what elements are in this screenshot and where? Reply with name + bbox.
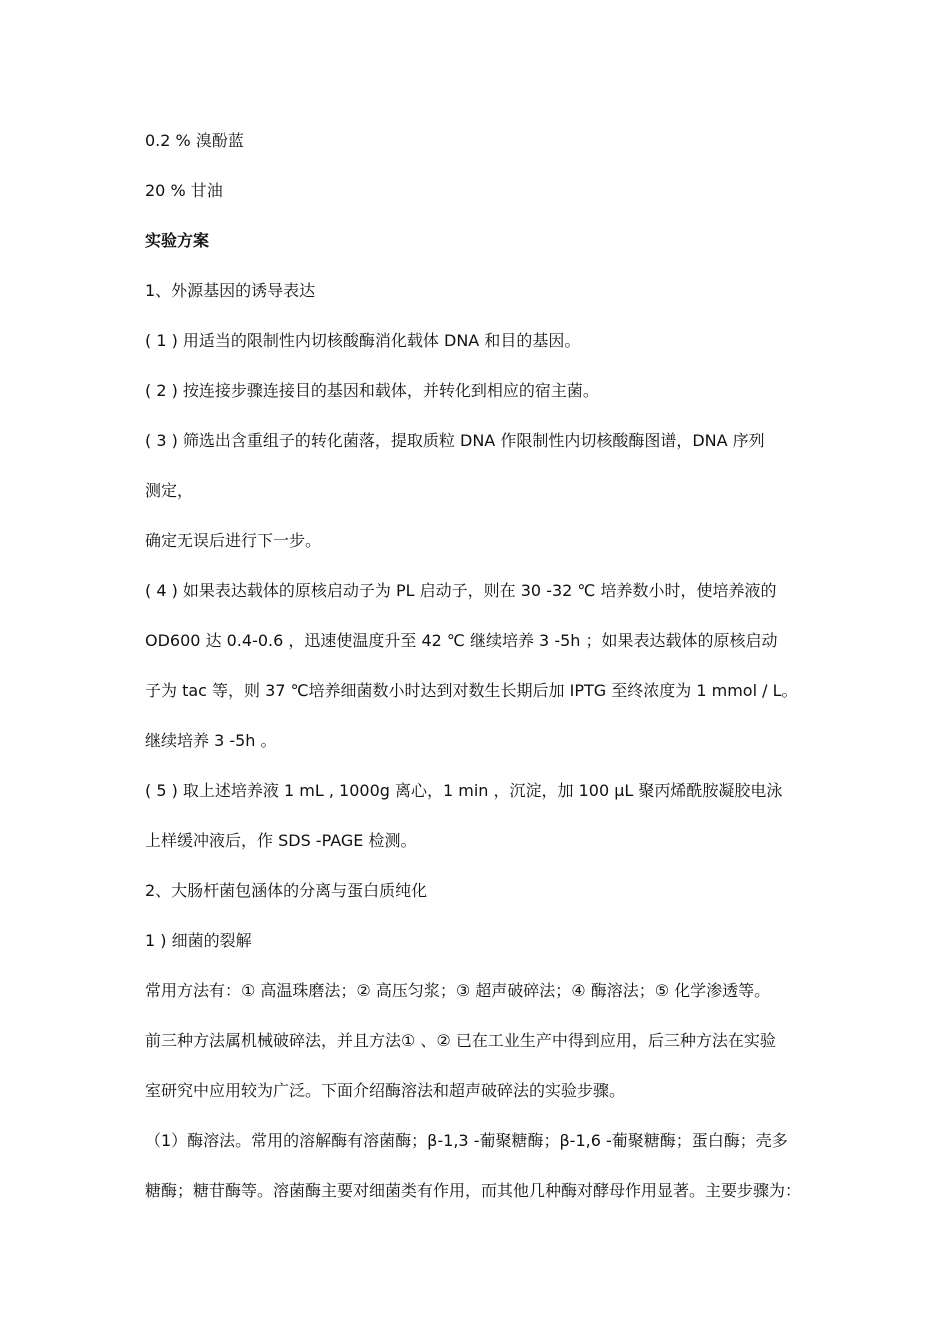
paragraph-step-4-line-4: 继续培养 3 -5h 。 (145, 731, 277, 750)
paragraph-methods-line-2: 前三种方法属机械破碎法，并且方法① 、② 已在工业生产中得到应用，后三种方法在实验 (145, 1031, 776, 1050)
step-heading-inclusion-body: 2、大肠杆菌包涵体的分离与蛋白质纯化 (145, 881, 428, 900)
paragraph-step-4-line-1: ( 4 ) 如果表达载体的原核启动子为 PL 启动子，则在 30 -32 ℃ 培养数小时，使培养液的 (145, 581, 777, 600)
paragraph-step-2: ( 2 ) 按连接步骤连接目的基因和载体，并转化到相应的宿主菌。 (145, 381, 599, 400)
section-heading-protocol: 实验方案 (145, 231, 210, 250)
paragraph-methods-line-3: 室研究中应用较为广泛。下面介绍酶溶法和超声破碎法的实验步骤。 (145, 1081, 626, 1100)
paragraph-step-4-line-3: 子为 tac 等，则 37 ℃培养细菌数小时达到对数生长期后加 IPTG 至终浓度为 1 mmol / L。 (145, 681, 798, 700)
paragraph-step-3-line-1: ( 3 ) 筛选出含重组子的转化菌落，提取质粒 DNA 作限制性内切核酸酶图谱，DNA 序列 (145, 431, 765, 450)
paragraph-step-5-line-2: 上样缓冲液后，作 SDS -PAGE 检测。 (145, 831, 417, 850)
paragraph-enzyme-method-line-1: （1）酶溶法。常用的溶解酶有溶菌酶；β-1,3 -葡聚糖酶；β-1,6 -葡聚糖酶；蛋白酶；壳多 (145, 1131, 788, 1150)
paragraph-step-1: ( 1 ) 用适当的限制性内切核酸酶消化载体 DNA 和目的基因。 (145, 331, 581, 350)
paragraph-step-5-line-1: ( 5 ) 取上述培养液 1 mL , 1000g 离心，1 min ，沉淀，加 100 μL 聚丙烯酰胺凝胶电泳 (145, 781, 783, 800)
paragraph-step-3-line-3: 确定无误后进行下一步。 (145, 531, 322, 550)
reagent-glycerol: 20 % 甘油 (145, 181, 223, 200)
paragraph-enzyme-method-line-2: 糖酶；糖苷酶等。溶菌酶主要对细菌类有作用，而其他几种酶对酵母作用显著。主要步骤为： (145, 1181, 802, 1200)
subheading-cell-lysis: 1 ) 细菌的裂解 (145, 931, 252, 950)
paragraph-methods-line-1: 常用方法有：① 高温珠磨法；② 高压匀浆；③ 超声破碎法；④ 酶溶法；⑤ 化学渗透等。 (145, 981, 771, 1000)
paragraph-step-3-line-2: 测定， (145, 481, 194, 500)
paragraph-step-4-line-2: OD600 达 0.4-0.6 ，迅速使温度升至 42 ℃ 继续培养 3 -5h ；如果表达载体的原核启动 (145, 631, 778, 650)
step-heading-induced-expression: 1、外源基因的诱导表达 (145, 281, 316, 300)
reagent-bromophenol-blue: 0.2 % 溴酚蓝 (145, 131, 244, 150)
